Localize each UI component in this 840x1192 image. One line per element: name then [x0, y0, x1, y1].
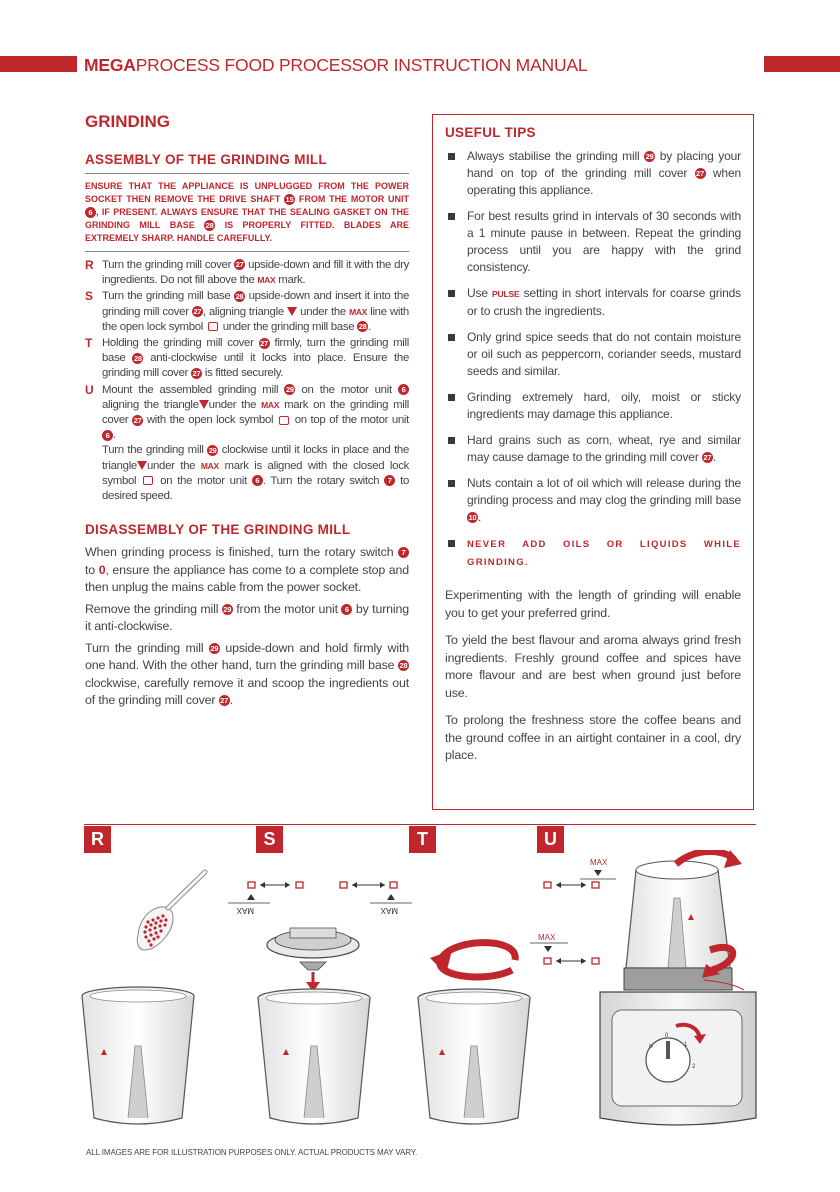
part-number-badge: 27 — [696, 169, 705, 179]
part-number-badge: 6 — [252, 475, 263, 486]
part-number-badge: 10 — [468, 513, 477, 523]
grinding-mill-cover-illustration — [82, 987, 194, 1124]
part-number-badge: 27 — [192, 368, 201, 378]
assembly-illustrations — [0, 850, 840, 1140]
divider — [85, 173, 409, 174]
disassembly-heading: DISASSEMBLY OF THE GRINDING MILL — [85, 522, 351, 538]
part-number-badge: 15 — [285, 195, 294, 205]
tips-paragraph: Experimenting with the length of grinding will enable you to get your preferred grind. — [445, 588, 741, 620]
tip-item: Hard grains such as corn, wheat, rye and similar may cause damage to the grinding mill cover 27. — [445, 432, 741, 466]
bullet-square-icon — [448, 480, 455, 487]
left-column — [85, 112, 409, 710]
max-text: MAX — [538, 933, 556, 942]
step-t: T Holding the grinding mill cover 27 firmly, turn the grinding mill base 28 anti-clockwise until it locks into place. Ensure the grinding mill cover 27 is fitted securely. — [85, 336, 409, 380]
max-mark-text: MAX — [257, 275, 276, 286]
part-number-badge: 29 — [223, 604, 232, 614]
zero-setting: 0 — [98, 562, 106, 577]
dial-label: P — [649, 1045, 654, 1051]
tip-item: Use PULSE setting in short intervals for coarse grinds or to crush the ingredients. — [445, 285, 741, 320]
header-bar-right — [764, 56, 840, 72]
max-mark-text: MAX — [349, 306, 368, 317]
assembly-steps — [85, 258, 409, 504]
part-number-badge: 27 — [703, 453, 712, 463]
assembly-heading: ASSEMBLY OF THE GRINDING MILL — [85, 152, 327, 167]
part-number-badge: 27 — [133, 415, 142, 425]
max-mark-text: MAX — [261, 399, 280, 410]
step-letter: T — [85, 336, 93, 351]
safety-warning: ENSURE THAT THE APPLIANCE IS UNPLUGGED FROM THE POWER SOCKET THEN REMOVE THE DRIVE SHAFT 15 FROM THE MOTOR UNIT 6 , IF PRESENT. ALWAYS ENSURE THAT THE SEALING GASKET ON THE GRINDING MILL BASE 28 IS PROPERLY FITTED. BLADES ARE EXTREMELY SHARP. HANDLE CAREFULLY. — [85, 181, 409, 243]
part-number-badge: 28 — [205, 221, 214, 231]
step-s: S Turn the grinding mill base 28 upside-down and insert it into the grinding mill cover 27 , aligning triangle under the MAX line with the open lock symbol under the grinding mill base 28 . — [85, 289, 409, 333]
part-number-badge: 7 — [398, 547, 409, 558]
grinding-mill-cover-illustration — [258, 989, 370, 1124]
step-r: R Turn the grinding mill cover 27 upside-down and fill it with the dry ingredients. Do not fill above the MAX mark. — [85, 258, 410, 287]
part-number-badge: 6 — [102, 430, 113, 441]
part-number-badge: 28 — [358, 322, 367, 332]
tip-item: Only grind spice seeds that do not contain moisture or oil such as peppercorn, coriander seeds, mustard seeds and similar. — [445, 329, 741, 380]
bullet-square-icon — [448, 153, 455, 160]
figure-label-t: T — [409, 826, 436, 853]
pulse-setting-text: PULSE — [491, 289, 520, 299]
bullet-square-icon — [448, 213, 455, 220]
max-text: MAX — [236, 906, 254, 915]
dial-label: 2 — [692, 1064, 696, 1070]
spoon-with-spices-illustration — [137, 872, 205, 950]
tips-heading: USEFUL TIPS — [445, 125, 536, 140]
footer-disclaimer: ALL IMAGES ARE FOR ILLUSTRATION PURPOSES ONLY. ACTUAL PRODUCTS MAY VARY. — [86, 1148, 418, 1157]
part-number-badge: 29 — [285, 385, 294, 395]
lock-alignment-diagram-s — [228, 882, 412, 915]
part-number-badge: 7 — [384, 475, 395, 486]
assembled-grinding-mill-illustration — [418, 989, 530, 1124]
step-letter: R — [85, 258, 94, 272]
bullet-square-icon — [448, 394, 455, 401]
part-number-badge: 27 — [235, 260, 244, 270]
closed-lock-icon — [143, 476, 153, 485]
part-number-badge: 27 — [193, 307, 202, 317]
figure-label-r: R — [84, 826, 111, 853]
tips-paragraph: To yield the best flavour and aroma always grind fresh ingredients. Freshly ground coffee and spices have more flavour and are best when ground just before use. — [445, 633, 741, 700]
disassembly-paragraph-3: Turn the grinding mill 29 upside-down and hold firmly with one hand. With the other hand, turn the grinding mill base 28 clockwise, carefully remove it and scoop the ingredients out of the grinding mill cover 27. — [85, 640, 409, 708]
dial-label: 0 — [665, 1033, 669, 1039]
part-number-badge: 28 — [134, 353, 142, 363]
tip-item: Grinding extremely hard, oily, moist or sticky ingredients may damage this appliance. — [445, 389, 741, 423]
bullet-square-icon — [448, 290, 455, 297]
bullet-square-icon — [448, 540, 455, 547]
triangle-icon — [137, 461, 147, 470]
bullet-square-icon — [448, 437, 455, 444]
figure-label-u: U — [537, 826, 564, 853]
part-number-badge: 6 — [85, 207, 96, 218]
max-text: MAX — [380, 906, 398, 915]
step-letter: U — [85, 382, 94, 397]
grinding-mill-base-illustration — [267, 928, 359, 992]
section-heading-grinding: GRINDING — [85, 112, 170, 131]
triangle-icon — [199, 400, 209, 409]
tip-item: Nuts contain a lot of oil which will release during the grinding process and may clog the grinding mill base 10. — [445, 475, 741, 526]
max-mark-text: MAX — [200, 460, 219, 471]
open-lock-icon — [208, 322, 218, 331]
part-number-badge: 6 — [341, 604, 352, 615]
useful-tips-box — [432, 114, 754, 810]
anticlockwise-arrow-icon — [430, 943, 515, 977]
grinding-mill-on-motor-illustration — [624, 850, 742, 990]
part-number-badge: 29 — [645, 152, 654, 162]
part-number-badge: 29 — [208, 445, 217, 455]
header-bar-left — [0, 56, 77, 72]
step-u: U Mount the assembled grinding mill 29 on the motor unit 6 aligning the triangle under the MAX mark on the grinding mill cover 27 with the open lock symbol on top of the motor unit 6 . Turn the grinding mill 29 clockwise until it locks in place and the triangle under the MAX mark is aligned with the closed lock symbol on the motor unit 6 . Turn the rotary switch 7 to desired speed. — [85, 382, 410, 503]
max-text: MAX — [590, 858, 608, 867]
open-lock-icon — [279, 416, 289, 425]
motor-unit-illustration — [600, 980, 756, 1125]
part-number-badge: 28 — [235, 291, 244, 301]
manual-title: PROCESS FOOD PROCESSOR INSTRUCTION MANUAL — [135, 55, 588, 75]
page-header-title — [84, 55, 587, 76]
tips-paragraph: To prolong the freshness store the coffee beans and the ground coffee in an airtight container in a cool, dry place. — [445, 713, 741, 762]
step-letter: S — [85, 289, 93, 304]
part-number-badge: 27 — [220, 696, 229, 706]
disassembly-paragraph-1: When grinding process is finished, turn the rotary switch 7 to 0, ensure the appliance has come to a complete stop and then unplug the mains cable from the power socket. — [85, 545, 409, 595]
lock-alignment-diagram-u — [530, 858, 616, 964]
divider — [85, 251, 409, 252]
tip-warning: NEVER ADD OILS OR LIQUIDS WHILE GRINDING. — [445, 535, 741, 571]
triangle-icon — [287, 307, 297, 316]
tip-item: For best results grind in intervals of 30 seconds with a 1 minute pause in between. Repeat the grinding process until you are happy with the grind consistency. — [445, 208, 741, 276]
tip-item: Always stabilise the grinding mill 29 by placing your hand on top of the grinding mill cover 27 when operating this appliance. — [445, 148, 741, 199]
figure-divider — [84, 824, 756, 825]
part-number-badge: 6 — [398, 384, 409, 395]
bullet-square-icon — [448, 334, 455, 341]
part-number-badge: 29 — [210, 643, 219, 653]
disassembly-paragraph-2: Remove the grinding mill 29 from the motor unit 6 by turning it anti-clockwise. — [85, 601, 409, 634]
part-number-badge: 28 — [399, 661, 408, 671]
figure-label-s: S — [256, 826, 283, 853]
brand-name: MEGA — [84, 55, 136, 75]
dial-label: 1 — [684, 1042, 688, 1048]
part-number-badge: 27 — [260, 338, 268, 348]
